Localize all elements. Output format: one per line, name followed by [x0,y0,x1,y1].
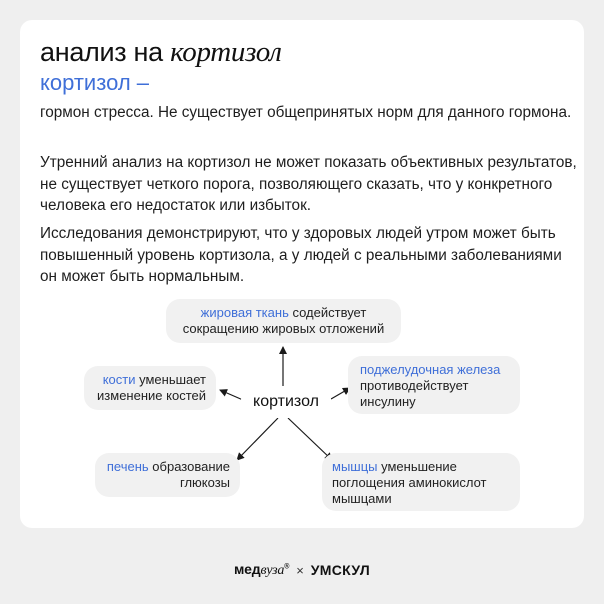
node-liver-text: образование глюкозы [148,459,230,490]
node-fat-tissue [166,299,401,343]
node-muscles [322,453,520,511]
separator-cross-icon: × [296,562,304,578]
node-bone-highlight: кости [102,372,136,387]
node-pancreas-highlight: поджелудочная железа [360,362,501,377]
node-muscle-highlight: мышцы [332,459,378,474]
node-pancreas [348,356,520,414]
paragraph-definition: гормон стресса. Не существует общепринятых норм для данного гормона. [40,104,572,121]
node-fat-highlight: жировая ткань [200,305,289,320]
title-italic: кортизол [170,36,282,68]
paragraph-research: Исследования демонстрируют, что у здоровых людей утром может быть повышенный уровень кортизола, а у людей с реальными заболеваниями он может быть нормальным. [40,225,562,285]
node-bone-text: уменьшает изменение костей [97,372,206,403]
node-liver [95,453,240,497]
diagram-center-cortisol: кортизол [241,386,331,418]
node-fat-text: содействует сокращению жировых отложений [182,305,385,336]
definition-heading: кортизол – [40,70,150,95]
node-liver-highlight: печень [106,459,149,474]
umskul-logo: УМСКУЛ [310,562,370,578]
medvuza-logo: медвуза® [234,561,290,578]
title-text: анализ на [40,37,163,67]
page-title [40,36,282,68]
footer-brands [0,558,604,582]
node-muscle-text: уменьшение поглощения аминокислот мышцами [332,459,487,506]
paragraph-morning-test: Утренний анализ на кортизол не может показать объективных результатов, не существует четкого порога, позволяющего сказать, что у конкретного человека его недостаток или избыток. [40,154,577,214]
node-pancreas-text: противодействует инсулину [360,378,469,409]
node-bones [84,366,216,410]
